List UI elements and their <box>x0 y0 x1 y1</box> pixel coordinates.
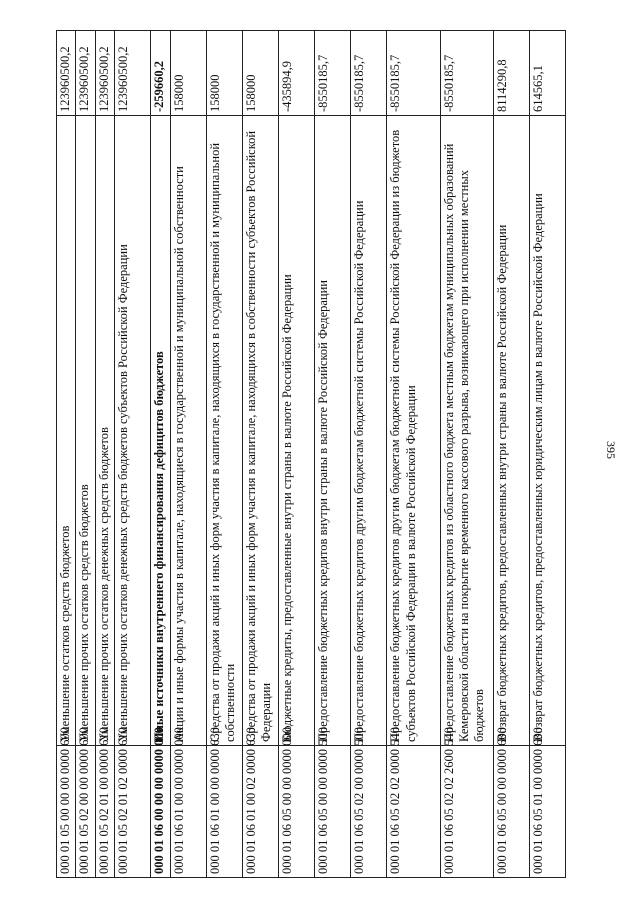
table-row <box>115 31 151 878</box>
name-cell: Возврат бюджетных кредитов, предоставленных внутри страны в валюте Российской Федерации <box>493 116 529 746</box>
name-cell: Уменьшение остатков средств бюджетов <box>57 116 76 746</box>
value-cell: 158000 <box>242 31 278 116</box>
name-cell: Уменьшение прочих остатков денежных средств бюджетов субъектов Российской Федерации <box>115 116 151 746</box>
value-cell: -8550185,7 <box>387 31 440 116</box>
table-row <box>57 31 76 878</box>
code-cell: 000 01 06 01 00 00 0000 000 <box>170 746 206 878</box>
table-row <box>151 31 170 878</box>
table-row <box>351 31 387 878</box>
name-cell: Предоставление бюджетных кредитов другим бюджетам бюджетной системы Российской Федерации из бюджетов субъектов Российской Федерации в валюте Российской Федерации <box>387 116 440 746</box>
code-cell: 000 01 06 05 00 00 0000 000 <box>279 746 315 878</box>
table-row <box>95 31 114 878</box>
value-cell: -259660,2 <box>151 31 170 116</box>
code-cell: 000 01 05 00 00 00 0000 600 <box>57 746 76 878</box>
table-row <box>76 31 95 878</box>
table-row <box>170 31 206 878</box>
code-cell: 000 01 05 02 00 00 0000 600 <box>76 746 95 878</box>
name-cell: Бюджетные кредиты, предоставленные внутри страны в валюте Российской Федерации <box>279 116 315 746</box>
code-cell: 000 01 06 05 00 00 0000 600 <box>493 746 529 878</box>
table-row <box>440 31 493 878</box>
code-cell: 000 01 06 05 02 00 0000 500 <box>351 746 387 878</box>
value-cell: -8550185,7 <box>315 31 351 116</box>
code-cell: 000 01 06 05 00 00 0000 500 <box>315 746 351 878</box>
code-cell: 000 01 06 05 02 02 0000 540 <box>387 746 440 878</box>
name-cell: Предоставление бюджетных кредитов внутри страны в валюте Российской Федерации <box>315 116 351 746</box>
name-cell: Уменьшение прочих остатков средств бюджетов <box>76 116 95 746</box>
table-row <box>206 31 242 878</box>
value-cell: 123960500,2 <box>95 31 114 116</box>
value-cell: 158000 <box>170 31 206 116</box>
budget-sources-table <box>56 30 566 878</box>
value-cell: -8550185,7 <box>351 31 387 116</box>
value-cell: -8550185,7 <box>440 31 493 116</box>
code-cell: 000 01 06 01 00 00 0000 630 <box>206 746 242 878</box>
code-cell: 000 01 05 02 01 00 0000 610 <box>95 746 114 878</box>
table-row <box>529 31 565 878</box>
table-row <box>242 31 278 878</box>
name-cell: Акции и иные формы участия в капитале, находящиеся в государственной и муниципальной собственности <box>170 116 206 746</box>
code-cell: 000 01 05 02 01 02 0000 610 <box>115 746 151 878</box>
value-cell: 123960500,2 <box>115 31 151 116</box>
name-cell: Возврат бюджетных кредитов, предоставленных юридическим лицам в валюте Российской Федерации <box>529 116 565 746</box>
page-number: 395 <box>604 441 618 459</box>
code-cell: 000 01 06 05 02 02 2600 540 <box>440 746 493 878</box>
name-cell: Предоставление бюджетных кредитов из областного бюджета местным бюджетам муниципальных образований Кемеровской области на покрытие временного кассового разрыва, возникающего при исполнении местных бюджетов <box>440 116 493 746</box>
name-cell: Уменьшение прочих остатков денежных средств бюджетов <box>95 116 114 746</box>
name-cell: Предоставление бюджетных кредитов другим бюджетам бюджетной системы Российской Федерации <box>351 116 387 746</box>
name-cell: Средства от продажи акций и иных форм участия в капитале, находящихся в собственности субъектов Российской Федерации <box>242 116 278 746</box>
value-cell: 123960500,2 <box>57 31 76 116</box>
table-row <box>493 31 529 878</box>
table-row <box>315 31 351 878</box>
name-cell: Средства от продажи акций и иных форм участия в капитале, находящихся в государственной и муниципальной собственности <box>206 116 242 746</box>
value-cell: -435894,9 <box>279 31 315 116</box>
name-cell: Иные источники внутреннего финансирования дефицитов бюджетов <box>151 116 170 746</box>
table-row <box>387 31 440 878</box>
value-cell: 614565,1 <box>529 31 565 116</box>
code-cell: 000 01 06 05 01 00 0000 600 <box>529 746 565 878</box>
value-cell: 158000 <box>206 31 242 116</box>
rotated-table-container <box>56 30 566 878</box>
value-cell: 123960500,2 <box>76 31 95 116</box>
code-cell: 000 01 06 00 00 00 0000 000 <box>151 746 170 878</box>
value-cell: 8114290,8 <box>493 31 529 116</box>
table-row <box>279 31 315 878</box>
code-cell: 000 01 06 01 00 02 0000 630 <box>242 746 278 878</box>
